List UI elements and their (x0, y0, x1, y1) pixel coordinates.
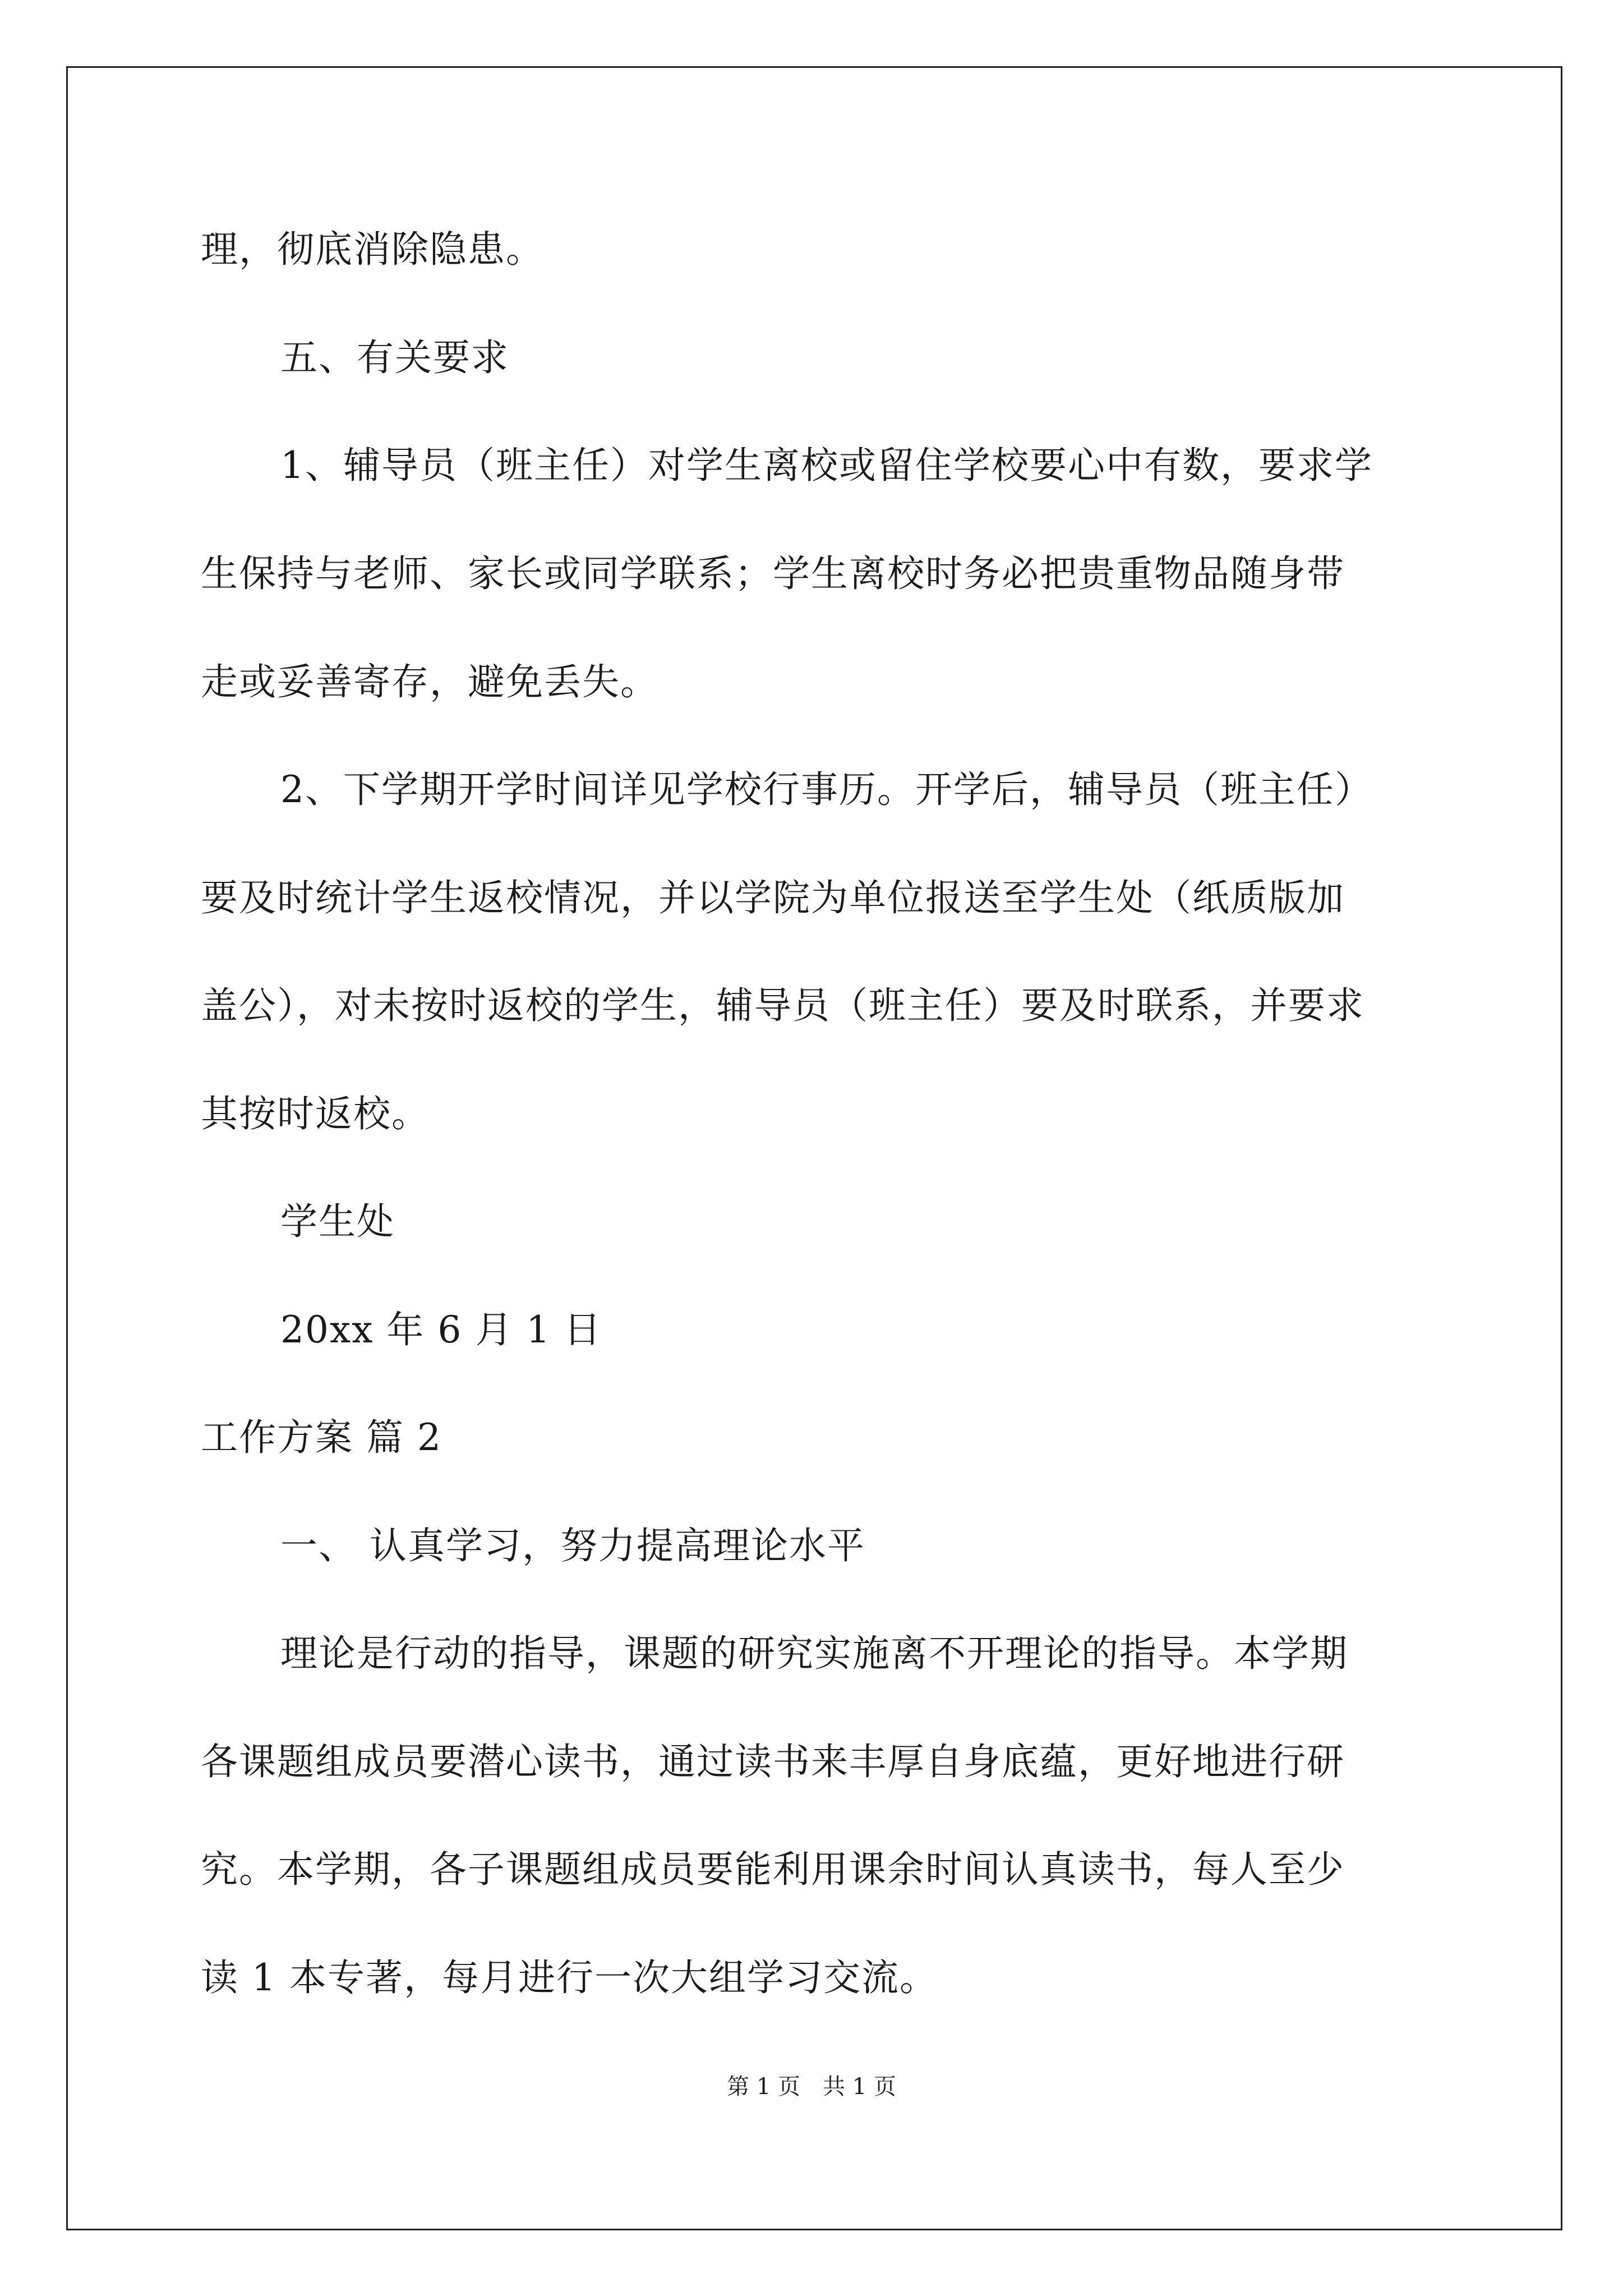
paragraph-line: 盖公），对未按时返校的学生，辅导员（班主任）要及时联系，并要求 (201, 984, 1364, 1027)
section-title: 工作方案 篇 2 (201, 1416, 442, 1459)
page-number-total: 共 1 页 (823, 2074, 896, 2100)
paragraph-line: 1、辅导员（班主任）对学生离校或留住学校要心中有数，要求学 (280, 444, 1373, 487)
section-heading: 一、 认真学习，努力提高理论水平 (280, 1524, 865, 1567)
paragraph-line: 各课题组成员要潜心读书，通过读书来丰厚自身底蕴，更好地进行研 (201, 1740, 1345, 1783)
paragraph-line: 要及时统计学生返校情况，并以学院为单位报送至学生处（纸质版加 (201, 876, 1345, 919)
paragraph-line: 理，彻底消除隐患。 (201, 228, 544, 271)
paragraph-line: 2、下学期开学时间详见学校行事历。开学后，辅导员（班主任） (280, 768, 1373, 811)
page-border (66, 66, 1562, 2230)
paragraph-line: 读 1 本专著，每月进行一次大组学习交流。 (201, 1956, 938, 1999)
paragraph-line: 究。本学期，各子课题组成员要能利用课余时间认真读书，每人至少 (201, 1848, 1345, 1891)
paragraph-line: 走或妥善寄存，避免丢失。 (201, 660, 658, 703)
signature-office: 学生处 (280, 1200, 395, 1243)
paragraph-line: 理论是行动的指导，课题的研究实施离不开理论的指导。本学期 (280, 1632, 1348, 1675)
paragraph-line: 生保持与老师、家长或同学联系；学生离校时务必把贵重物品随身带 (201, 552, 1345, 595)
page-number-current: 第 1 页 (727, 2074, 800, 2100)
section-heading: 五、有关要求 (280, 336, 509, 379)
paragraph-line: 其按时返校。 (201, 1092, 430, 1135)
signature-date: 20xx 年 6 月 1 日 (280, 1308, 602, 1351)
page-footer (0, 2076, 1623, 2098)
